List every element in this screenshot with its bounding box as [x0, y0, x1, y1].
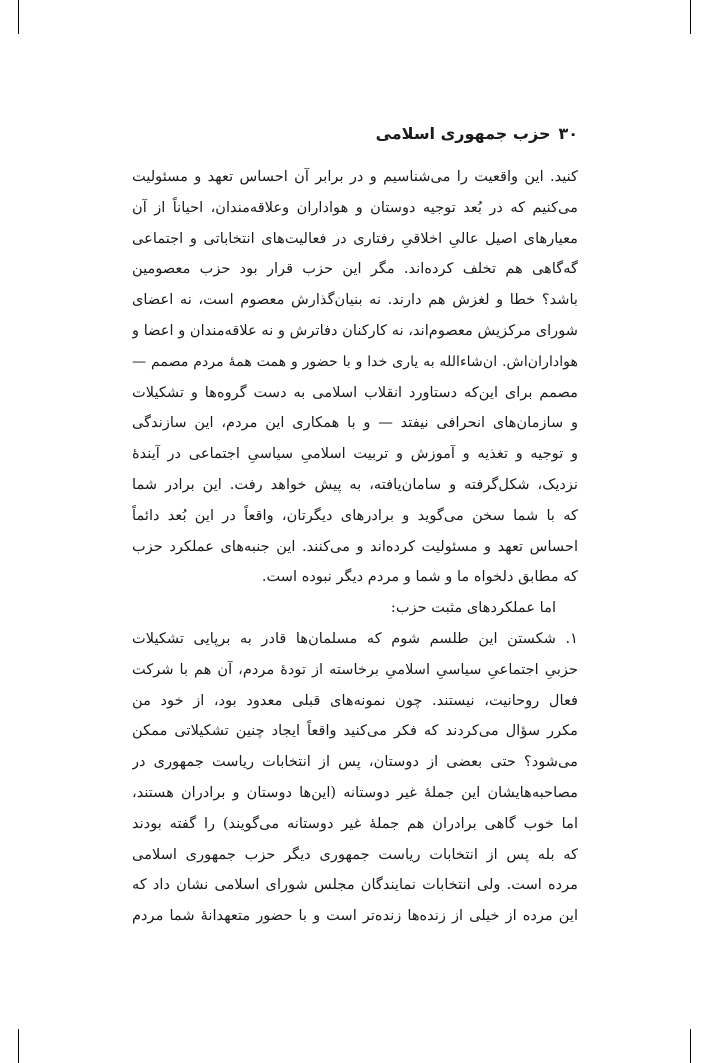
text-line: احساس تعهد و مسئولیت کرده‌اند و می‌کنند. این جنبه‌های عملکرد حزب [132, 537, 578, 555]
text-line: گه‌گاهی هم تخلف کرده‌اند. مگر این حزب قرار بود حزب معصومین [132, 260, 578, 278]
page-header [132, 122, 578, 146]
text-line: اما خوب گاهی برادران هم جملهٔ غیر دوستانه می‌گویند) را گفته بودند [132, 814, 578, 832]
text-line: کنید. این واقعیت را می‌شناسیم و در برابر آن احساس تعهد و مسئولیت [132, 168, 578, 185]
text-line: فعال روحانیت، نیستند. چون نمونه‌های قبلی معدود بود، از خود من [132, 691, 578, 709]
text-line: مرده است. ولی انتخابات نمایندگان مجلس شورای اسلامی نشان داد که [132, 876, 578, 894]
body-text [132, 162, 578, 932]
text-line: نزدیک، شکل‌گرفته و سامان‌یافته، به پیش خواهد رفت. این برادر شما [132, 475, 578, 493]
text-line: باشد؟ خطا و لغزش هم دارند. نه بنیان‌گذارش معصوم است، نه اعضای [132, 291, 578, 309]
text-line: مصمم برای این‌که دستاورد انقلاب اسلامی به دست گروه‌ها و تشکیلات [132, 383, 578, 401]
text-line: ۱. شکستن این طلسم شوم که مسلمان‌ها قادر به برپایی تشکیلات [132, 629, 578, 647]
text-line: و توجیه و تغذیه و آموزش و تربیت اسلامیِ سیاسیِ اجتماعی در آیندهٔ [132, 445, 578, 463]
text-line: این مرده از خیلی از زنده‌ها زنده‌تر است و با حضور متعهدانهٔ شما مردم [132, 907, 578, 925]
text-line: که بله پس از انتخابات ریاست جمهوری دیگر حزب جمهوری اسلامی [132, 845, 578, 863]
crop-mark-bottom-right-vertical [690, 1029, 691, 1063]
crop-mark-bottom-left-vertical [18, 1029, 19, 1063]
text-line: معیارهای اصیل عالیِ اخلاقیِ رفتاری در فعالیت‌های انتخاباتی و اجتماعی [132, 229, 578, 247]
text-line-paragraph-end: که مطابق دلخواه ما و شما و مردم دیگر نبوده است. [261, 568, 578, 586]
page-number: ۳۰ [558, 124, 578, 143]
crop-mark-top-right-vertical [690, 0, 691, 34]
running-title: حزب جمهوری اسلامی [375, 124, 551, 143]
text-line: مکرر سؤال می‌کردند که فکر می‌کنید واقعاً ایجاد چنین تشکیلاتی ممکن [132, 722, 578, 740]
text-line: هواداران‌اش. ان‌شاءالله به یاری خدا و با حضور و همت همهٔ مردم مصمم — [132, 353, 578, 370]
crop-mark-top-left-vertical [18, 0, 19, 34]
text-line: و سازمان‌های انحرافی نیفتد — و با همکاری این مردم، این سازندگی [132, 414, 578, 432]
text-line: که با شما سخن می‌گوید و برادرهای دیگرتان، واقعاً در این بُعد دائماً [132, 506, 578, 524]
text-line: حزبیِ اجتماعیِ سیاسیِ اسلامیِ برخاسته از تودهٔ مردم، آن هم با شرکت [132, 660, 578, 678]
text-line: می‌کنیم که در بُعد توجیه دوستان و هواداران وعلاقه‌مندان، احیاناً از آن [132, 198, 578, 216]
text-line: می‌شود؟ حتی بعضی از دوستان، پس از انتخابات ریاست جمهوری در [132, 753, 578, 771]
text-line-section-intro: اما عملکردهای مثبت حزب: [390, 599, 556, 617]
text-line: مصاحبه‌هایشان این جملهٔ غیر دوستانه (این‌ها دوستان و برادران هستند، [132, 783, 578, 801]
text-line: شورای مرکزیش معصوم‌اند، نه کارکنان دفاترش و نه علاقه‌مندان و اعضا و [132, 321, 578, 339]
